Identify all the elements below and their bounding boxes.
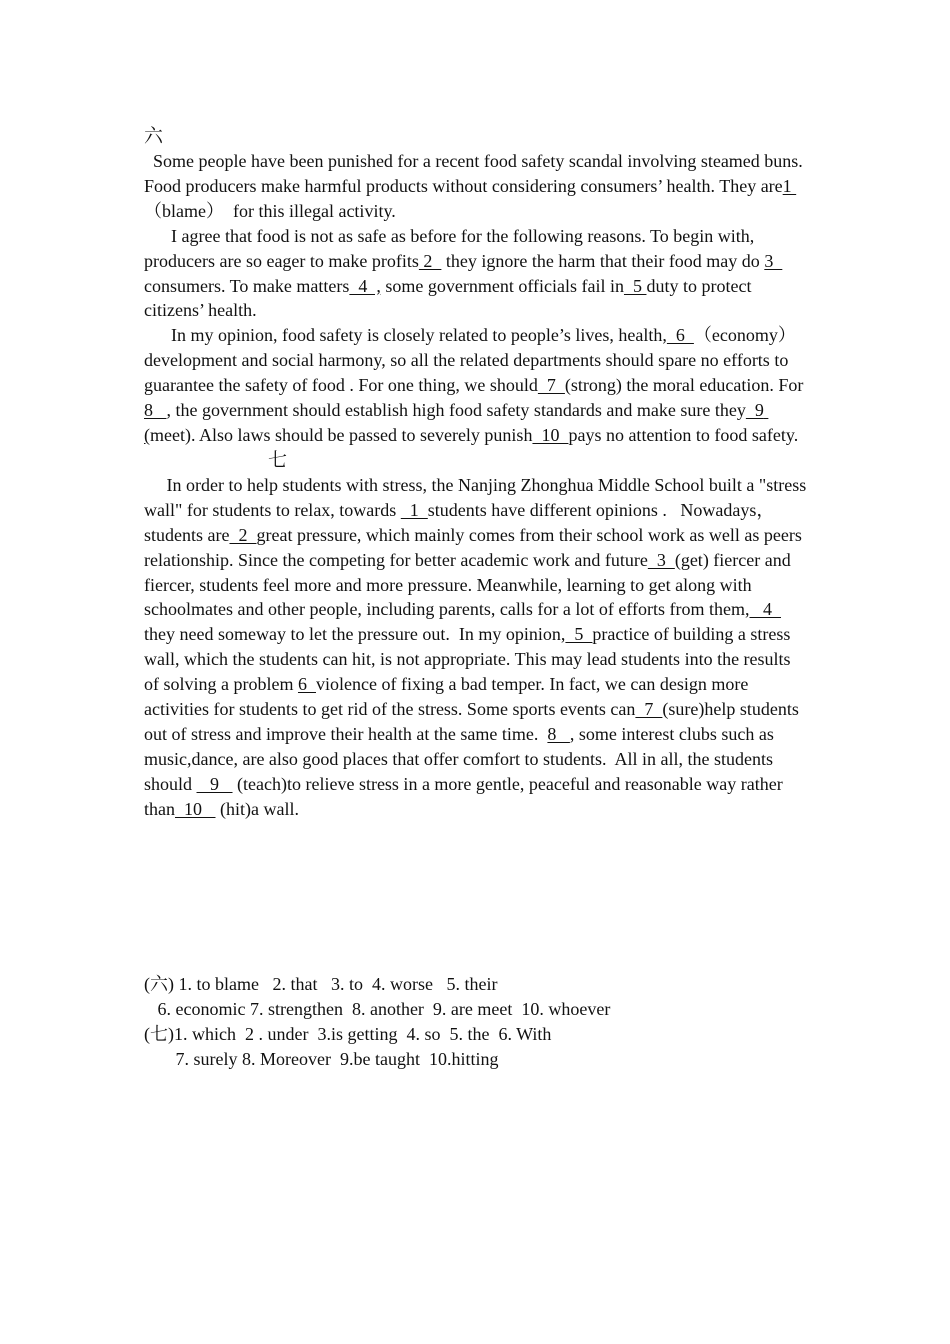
text-run: In my opinion, food safety is closely related to people’s lives, health, <box>144 325 667 346</box>
text-run: （economy）development and social harmony, so all the related departments should spare no efforts to guarantee the safety of food . For one thing, we should <box>144 325 796 396</box>
blank: 9 ( <box>144 400 769 445</box>
blank: 5 <box>565 624 593 645</box>
section-seven-paragraph-1 <box>144 473 809 822</box>
answer-key <box>144 972 809 1072</box>
text-run: I agree that food is not as safe as before for the following reasons. To begin with, producers are so eager to make profits <box>144 225 759 271</box>
text-run: great pressure, which mainly comes from their school work as well as peers relationship. Since the competing for better academic work and future <box>144 524 807 570</box>
blank: 3 <box>647 549 675 570</box>
blank: 7 <box>537 375 565 396</box>
text-run: violence of fixing a bad temper. In fact, we can design more activities for students to get rid of the stress. Some sports events can <box>144 674 753 720</box>
blank: 1 <box>782 175 797 196</box>
text-run: consumers. To make matters <box>144 275 350 296</box>
blank: 4 , <box>349 275 381 296</box>
blank: 8 <box>547 723 570 744</box>
blank: 9 <box>196 773 233 794</box>
section-six-paragraph-2 <box>144 224 809 324</box>
section-six-paragraph-3 <box>144 323 809 448</box>
blank: 2 <box>229 524 257 545</box>
text-run: , some interest clubs such as music,dance, are also good places that offer comfort to students. All in all, the students should <box>144 723 779 794</box>
blank: 7 <box>635 699 663 720</box>
text-run: Some people have been punished for a recent food safety scandal involving steamed buns. Food producers make harmful products without considering consumers’ health. They are <box>144 151 808 196</box>
answer-line: 7. surely 8. Moreover 9.be taught 10.hitting <box>144 1048 499 1069</box>
text-run: practice of building a stress wall, which the students can hit, is not appropriate. This may lead students into the results of solving a problem <box>144 624 796 695</box>
blank: 1 <box>400 499 428 520</box>
blank: 5 <box>623 275 647 296</box>
text-run: (get) fiercer and fiercer, students feel more and more pressure. Meanwhile, learning to get along with schoolmates and other people, including parents, calls for a lot of efforts from them, <box>144 549 796 620</box>
blank: 3 <box>764 250 783 271</box>
section-six-heading: 六 <box>144 126 164 147</box>
blank: 2 <box>418 250 442 271</box>
text-run: they need someway to let the pressure out. In my opinion, <box>144 624 566 645</box>
section-six-paragraph-1 <box>144 149 809 224</box>
blank: 6 <box>297 674 316 695</box>
blank: 8 <box>144 400 167 421</box>
text-run: pays no attention to food safety. <box>568 424 799 445</box>
text-run: In order to help students with stress, the Nanjing Zhonghua Middle School built a "stress wall" for students to relax, towards <box>144 474 811 520</box>
text-run: meet). Also laws should be passed to severely punish <box>150 424 533 445</box>
text-run: some government officials fail in <box>380 275 624 296</box>
text-run: duty to protect citizens’ health. <box>144 275 756 321</box>
text-run: (hit)a wall. <box>215 798 299 819</box>
text-run: they ignore the harm that their food may do <box>441 250 765 271</box>
section-seven-heading: 七 <box>268 449 288 471</box>
text-run: （blame） for this illegal activity. <box>144 200 396 221</box>
text-run: , the government should establish high food safety standards and make sure they <box>166 400 746 421</box>
blank: 6 <box>666 325 694 346</box>
text-run: students have different opinions . Nowadays， students are <box>144 499 784 545</box>
text-run: (sure)help students out of stress and improve their health at the same time. <box>144 699 804 744</box>
blank: 10 <box>175 798 216 819</box>
text-run: (teach)to relieve stress in a more gentle, peaceful and reasonable way rather than <box>144 773 788 819</box>
document-page <box>144 124 809 822</box>
blank: 10 <box>532 424 569 445</box>
answer-line: (七)1. which 2 . under 3.is getting 4. so 5. the 6. With <box>144 1023 552 1044</box>
answer-line: 6. economic 7. strengthen 8. another 9. are meet 10. whoever <box>144 998 611 1019</box>
answer-line: (六) 1. to blame 2. that 3. to 4. worse 5. their <box>144 974 498 994</box>
text-run: (strong) the moral education. For <box>564 375 808 396</box>
blank: 4 <box>749 599 781 620</box>
